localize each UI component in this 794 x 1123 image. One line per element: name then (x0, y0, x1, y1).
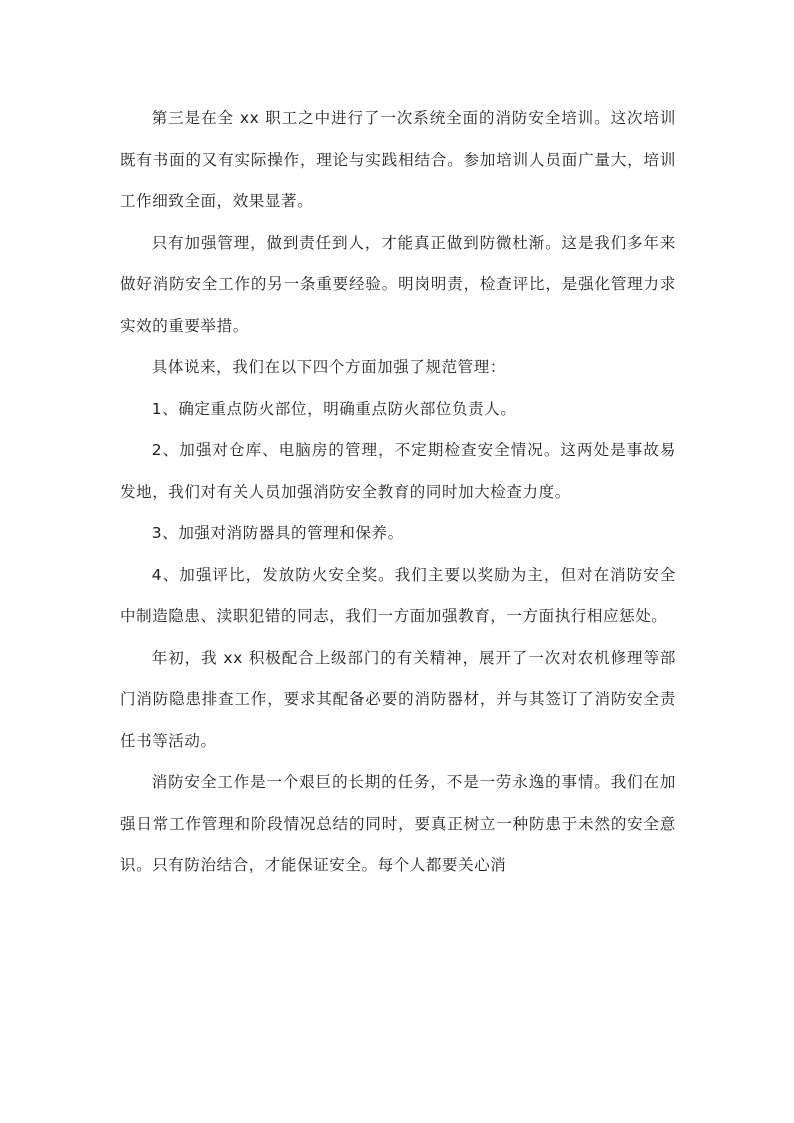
paragraph-training: 第三是在全 xx 职工之中进行了一次系统全面的消防安全培训。这次培训既有书面的又有实际操作，理论与实践相结合。参加培训人员面广量大，培训工作细致全面，效果显著。 (120, 109, 676, 210)
list-item-1: 1、确定重点防火部位，明确重点防火部位负责人。 (151, 399, 517, 418)
paragraph-long-term-task: 消防安全工作是一个艰巨的长期的任务，不是一劳永逸的事情。我们在加强日常工作管理和阶段情况总结的同时，要真正树立一种防患于未然的安全意识。只有防治结合，才能保证安全。每个人都要关心消 (120, 773, 676, 874)
document-page (120, 0, 676, 887)
paragraph-four-aspects: 具体说来，我们在以下四个方面加强了规范管理： (151, 358, 506, 376)
list-item-4: 4、加强评比，发放防火安全奖。我们主要以奖励为主，但对在消防安全中制造隐患、渎职犯错的同志，我们一方面加强教育，一方面执行相应惩处。 (120, 565, 676, 625)
list-item-3: 3、加强对消防器具的管理和保养。 (151, 524, 404, 542)
paragraph-year-start: 年初，我 xx 积极配合上级部门的有关精神，展开了一次对农机修理等部门消防隐患排查工作，要求其配备必要的消防器材，并与其签订了消防安全责任书等活动。 (120, 648, 676, 750)
list-item-2: 2、加强对仓库、电脑房的管理，不定期检查安全情况。这两处是事故易发地，我们对有关人员加强消防安全教育的同时加大检查力度。 (120, 441, 676, 501)
paragraph-management: 只有加强管理，做到责任到人，才能真正做到防微杜渐。这是我们多年来做好消防安全工作的另一条重要经验。明岗明责，检查评比，是强化管理力求实效的重要举措。 (120, 233, 676, 335)
